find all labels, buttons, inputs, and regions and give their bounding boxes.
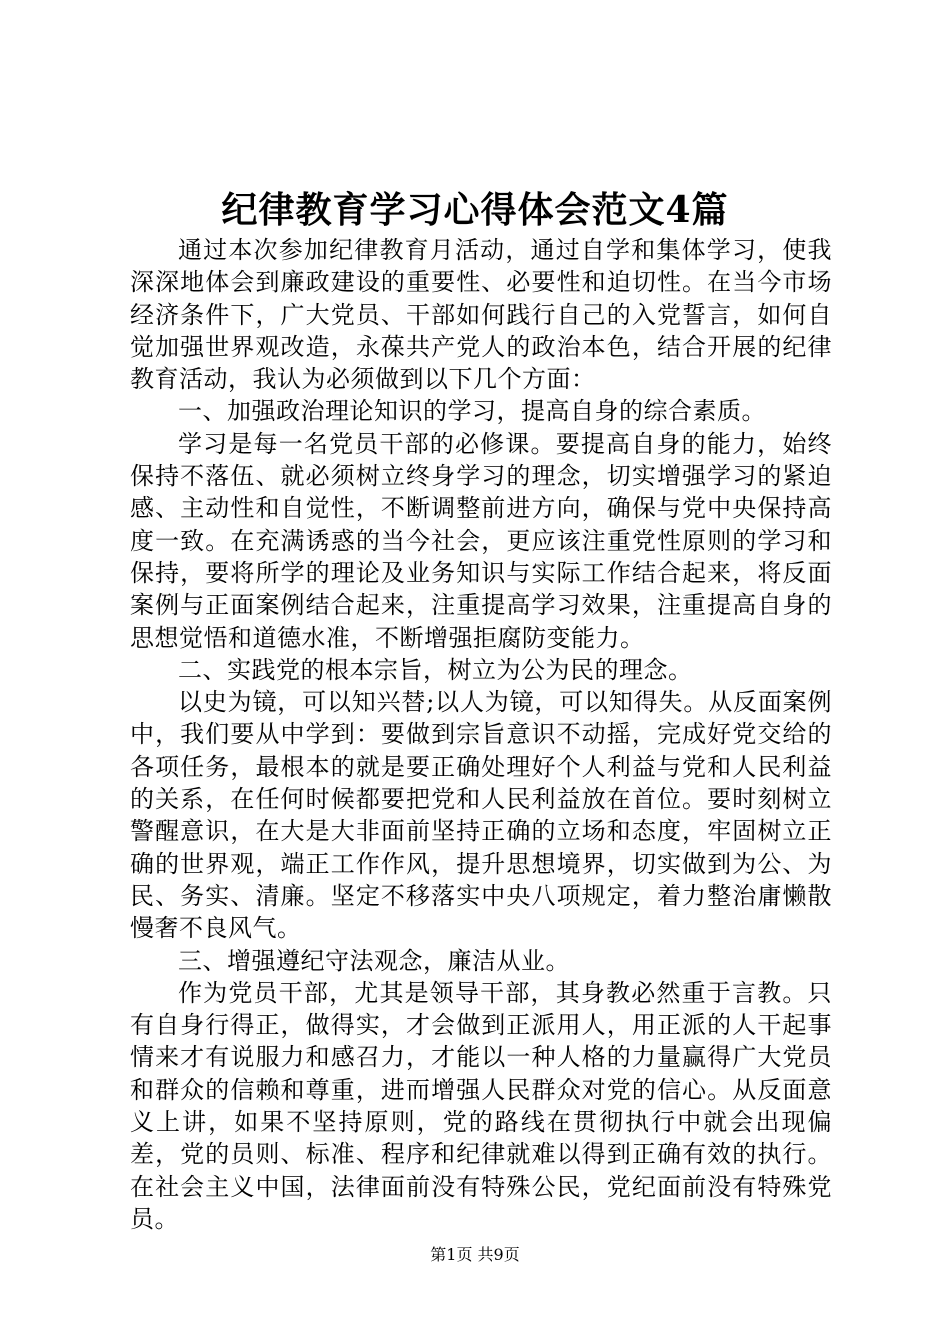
section-paragraph-3: 作为党员干部，尤其是领导干部，其身教必然重于言教。只有自身行得正，做得实，才会做到正派用人，用正派的人干起事情来才有说服力和感召力，才能以一种人格的力量赢得广大党员和群众的信赖和尊重，进而增强人民群众对党的信心。从反面意义上讲，如果不坚持原则，党的路线在贯彻执行中就会出现偏差，党的员则、标准、程序和纪律就难以得到正确有效的执行。在社会主义中国，法律面前没有特殊公民，党纪面前没有特殊党员。: [130, 978, 832, 1233]
page-number-footer: 第1页 共9页: [430, 1245, 520, 1264]
document-body: [130, 234, 832, 1235]
section-paragraph-2: 以史为镜，可以知兴替;以人为镜，可以知得失。从反面案例中，我们要从中学到：要做到宗旨意识不动摇，完成好党交给的各项任务，最根本的就是要正确处理好个人利益与党和人民利益的关系，在任何时候都要把党和人民利益放在首位。要时刻树立警醒意识，在大是大非面前坚持正确的立场和态度，牢固树立正确的世界观，端正工作作风，提升思想境界，切实做到为公、为民、务实、清廉。坚定不移落实中央八项规定，着力整治庸懒散慢奢不良风气。: [130, 688, 832, 943]
section-heading-3: 三、增强遵纪守法观念，廉洁从业。: [178, 946, 570, 975]
document-title: 纪律教育学习心得体会范文4篇: [221, 189, 729, 231]
section-paragraph-1: 学习是每一名党员干部的必修课。要提高自身的能力，始终保持不落伍、就必须树立终身学习的理念，切实增强学习的紧迫感、主动性和自觉性，不断调整前进方向，确保与党中央保持高度一致。在充满诱惑的当今社会，更应该注重党性原则的学习和保持，要将所学的理论及业务知识与实际工作结合起来，将反面案例与正面案例结合起来，注重提高学习效果，注重提高自身的思想觉悟和道德水准，不断增强拒腐防变能力。: [130, 429, 832, 652]
intro-paragraph: 通过本次参加纪律教育月活动，通过自学和集体学习，使我深深地体会到廉政建设的重要性、必要性和迫切性。在当今市场经济条件下，广大党员、干部如何践行自己的入党誓言，如何自觉加强世界观改造，永葆共产党人的政治本色，结合开展的纪律教育活动，我认为必须做到以下几个方面：: [130, 236, 832, 394]
section-heading-1: 一、加强政治理论知识的学习，提高自身的综合素质。: [178, 397, 766, 426]
section-heading-2: 二、实践党的根本宗旨，树立为公为民的理念。: [178, 655, 693, 684]
